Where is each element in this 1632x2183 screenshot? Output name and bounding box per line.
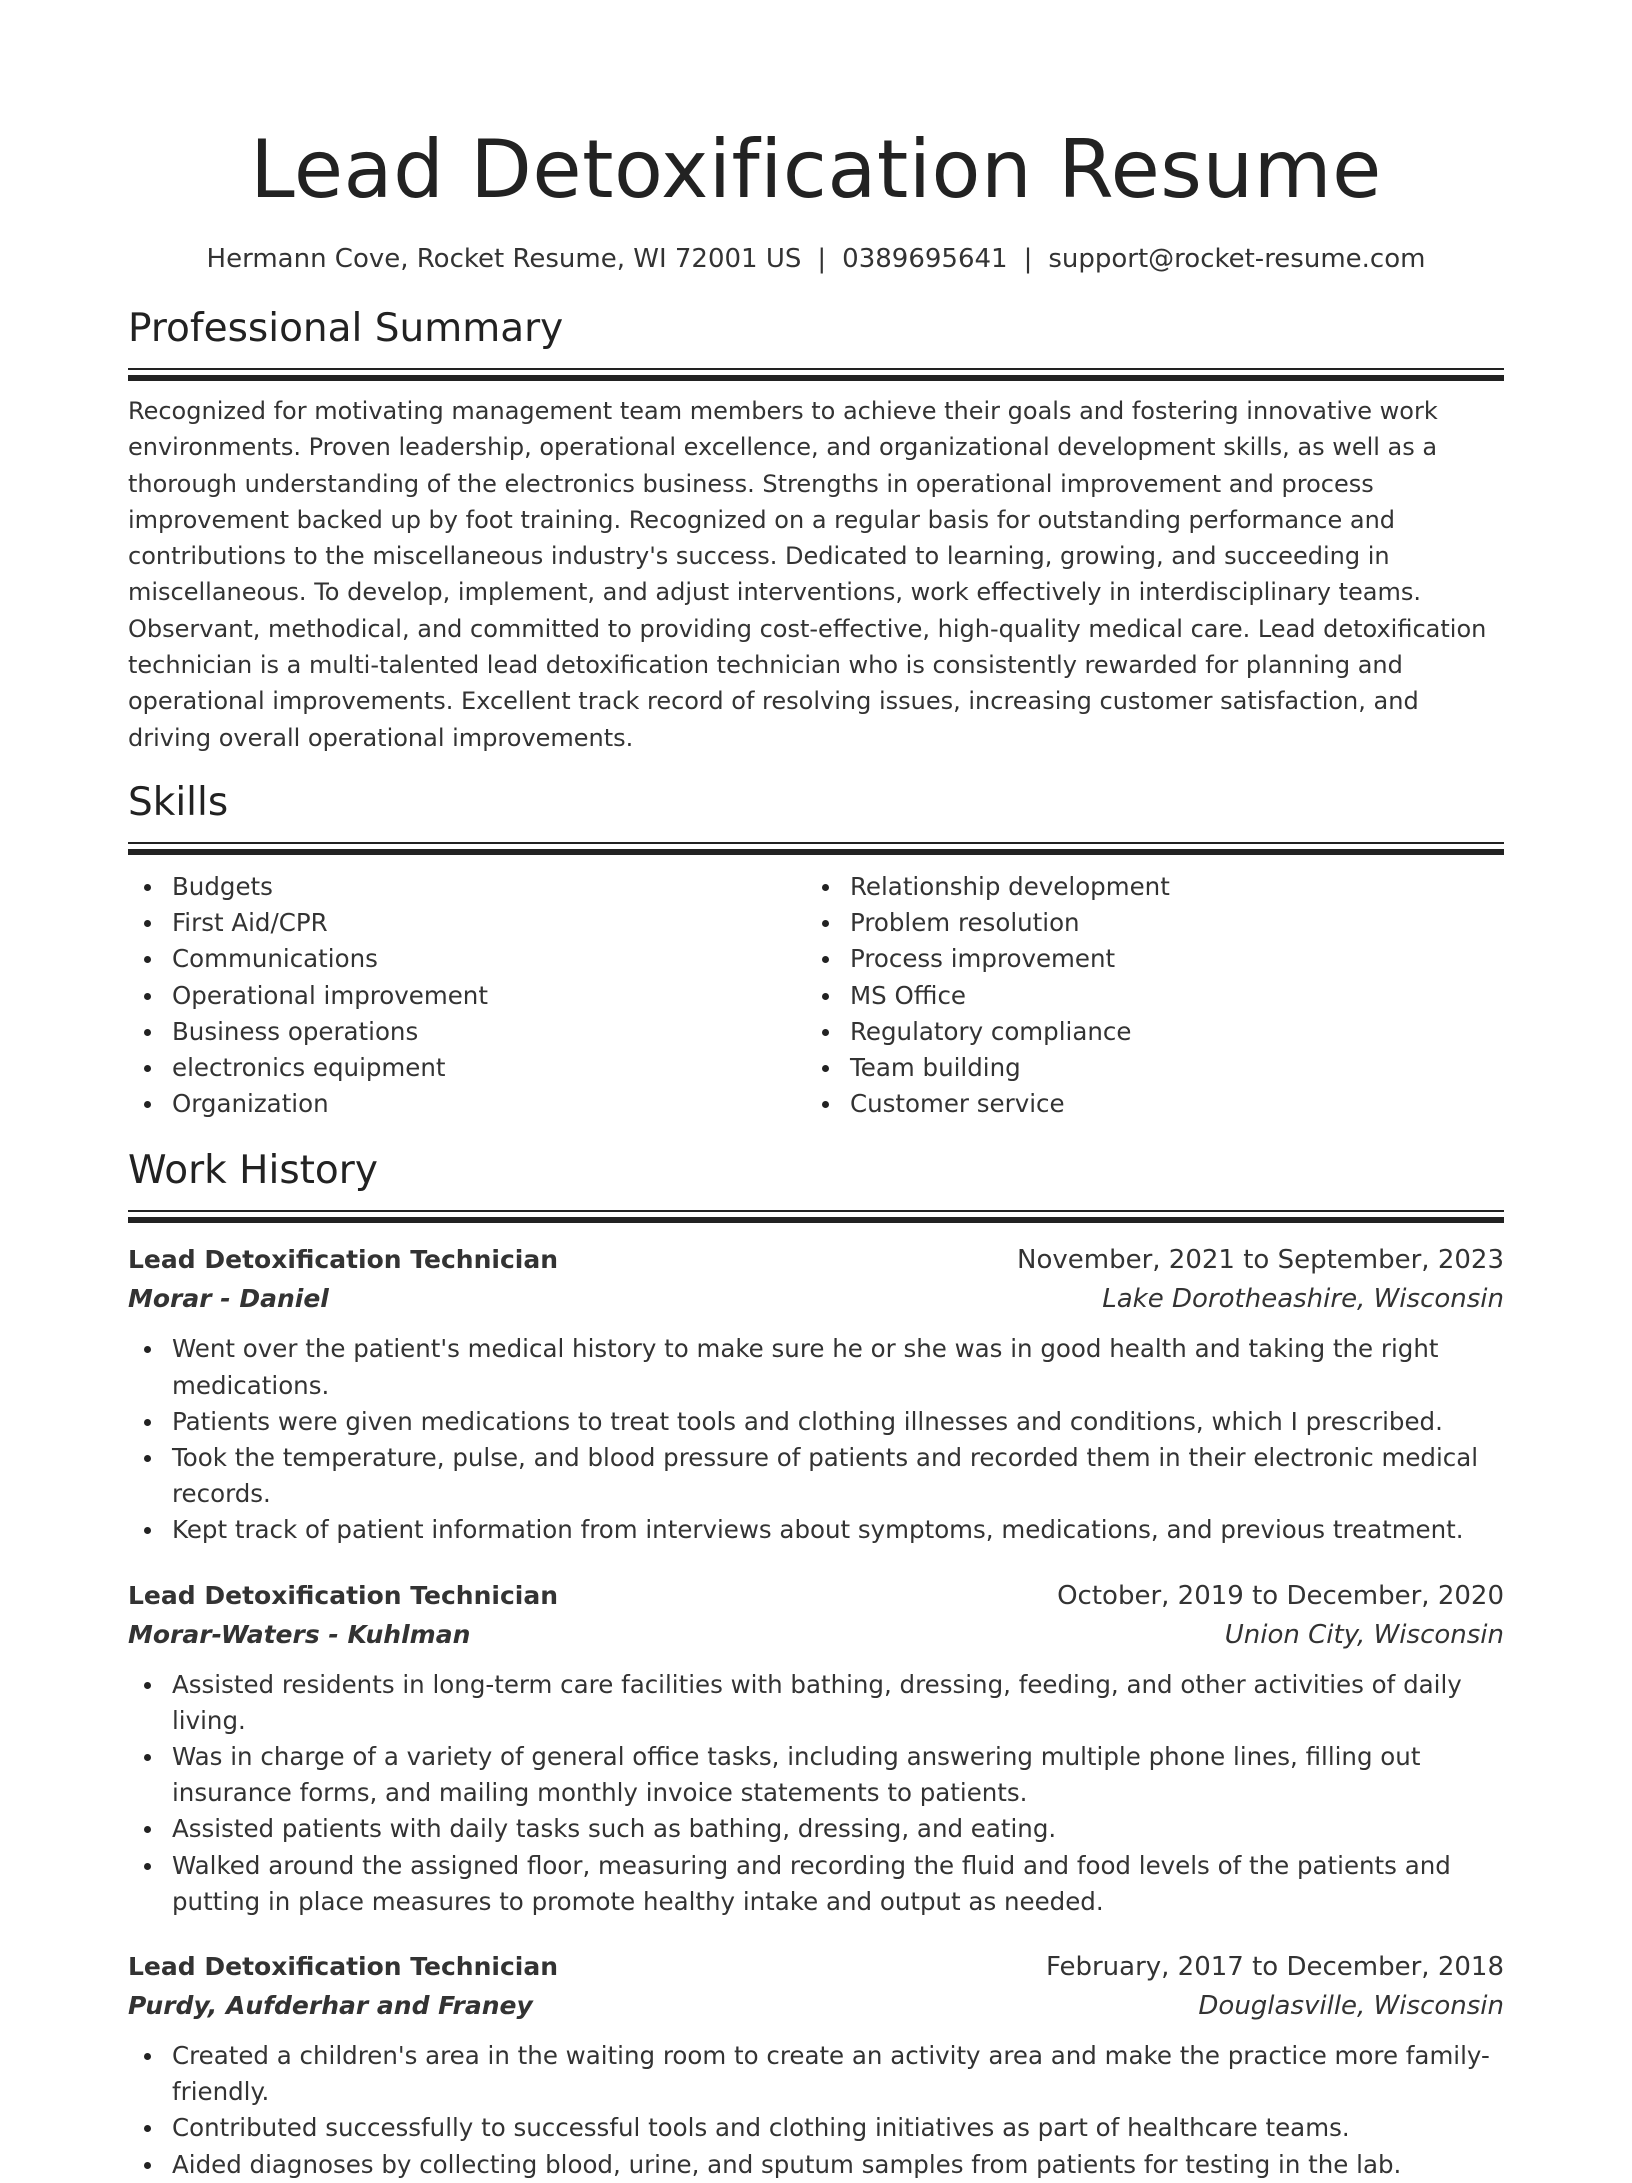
job-bullet: Aided diagnoses by collecting blood, urine, and sputum samples from patients for testing in the lab. (128, 2147, 1504, 2183)
job-bullet: Patients were given medications to treat tools and clothing illnesses and conditions, which I prescribed. (128, 1404, 1504, 1440)
summary-text: Recognized for motivating management team members to achieve their goals and fostering innovative work environments. Proven leadership, operational excellence, and organizational development skills, as well as a thorough understanding of the electronics business. Strengths in operational improvement and process improvement backed up by foot training. Recognized on a regular basis for outstanding performance and contributions to the miscellaneous industry's success. Dedicated to learning, growing, and succeeding in miscellaneous. To develop, implement, and adjust interventions, work effectively in interdisciplinary teams. Observant, methodical, and committed to providing cost-effective, high-quality medical care. Lead detoxification technician is a multi-talented lead detoxification technician who is consistently rewarded for planning and operational improvements. Excellent track record of resolving issues, increasing customer satisfaction, and driving overall operational improvements. (128, 397, 1487, 752)
skills-list-left (128, 869, 806, 1122)
resume-title: Lead Detoxification Resume (250, 123, 1382, 216)
skills-heading: Skills (128, 779, 229, 825)
job-location: Douglasville, Wisconsin (1198, 1991, 1504, 2022)
skill-item: Budgets (128, 869, 806, 905)
contact-separator: | (817, 244, 827, 274)
job-title: Lead Detoxification Technician (128, 1580, 559, 1610)
job-entry (128, 1577, 1504, 1920)
summary-section (128, 304, 1504, 756)
job-dates: November, 2021 to September, 2023 (1017, 1245, 1504, 1276)
skill-item: Business operations (128, 1014, 806, 1050)
skill-item: electronics equipment (128, 1050, 806, 1086)
job-bullets (128, 1331, 1504, 1548)
work-heading: Work History (128, 1148, 378, 1194)
resume-content (128, 0, 1504, 2183)
job-bullets (128, 2038, 1504, 2183)
skill-item: Organization (128, 1086, 806, 1122)
job-company: Morar - Daniel (128, 1284, 329, 1314)
contact-address: Hermann Cove, Rocket Resume, WI 72001 US (206, 244, 802, 274)
skill-item: Team building (806, 1050, 1484, 1086)
job-bullet: Assisted residents in long-term care facilities with bathing, dressing, feeding, and other activities of daily living. (128, 1667, 1504, 1739)
job-title: Lead Detoxification Technician (128, 1245, 559, 1275)
skill-item: MS Office (806, 978, 1484, 1014)
skill-item: First Aid/CPR (128, 905, 806, 941)
summary-heading: Professional Summary (128, 306, 564, 351)
section-divider (128, 368, 1504, 381)
job-bullets (128, 1667, 1504, 1920)
job-bullet: Created a children's area in the waiting room to create an activity area and make the practice more family-friendly. (128, 2038, 1504, 2110)
section-divider (128, 842, 1504, 855)
skill-item: Process improvement (806, 941, 1484, 977)
contact-phone: 0389695641 (842, 244, 1008, 274)
skill-item: Customer service (806, 1086, 1484, 1122)
section-divider (128, 1210, 1504, 1223)
job-company: Morar-Waters - Kuhlman (128, 1619, 471, 1649)
skill-item: Regulatory compliance (806, 1014, 1484, 1050)
job-dates: October, 2019 to December, 2020 (1057, 1580, 1504, 1611)
job-title: Lead Detoxification Technician (128, 1952, 559, 1982)
job-bullet: Assisted patients with daily tasks such as bathing, dressing, and eating. (128, 1811, 1504, 1847)
skills-list-right (806, 869, 1484, 1122)
job-entry (128, 1241, 1504, 1548)
job-location: Lake Dorotheashire, Wisconsin (1102, 1284, 1504, 1315)
job-bullet: Contributed successfully to successful tools and clothing initiatives as part of healthcare teams. (128, 2110, 1504, 2146)
skill-item: Communications (128, 941, 806, 977)
job-bullet: Took the temperature, pulse, and blood pressure of patients and recorded them in their electronic medical records. (128, 1440, 1504, 1512)
skills-columns (128, 869, 1504, 1122)
job-entry (128, 1948, 1504, 2183)
contact-email: support@rocket-resume.com (1048, 244, 1426, 274)
job-bullet: Was in charge of a variety of general office tasks, including answering multiple phone lines, filling out insurance forms, and mailing monthly invoice statements to patients. (128, 1739, 1504, 1811)
job-bullet: Went over the patient's medical history to make sure he or she was in good health and taking the right medications. (128, 1331, 1504, 1403)
job-bullet: Walked around the assigned floor, measuring and recording the fluid and food levels of the patients and putting in place measures to promote healthy intake and output as needed. (128, 1848, 1504, 1920)
job-company: Purdy, Aufderhar and Franey (128, 1991, 533, 2021)
skill-item: Problem resolution (806, 905, 1484, 941)
job-bullet: Kept track of patient information from interviews about symptoms, medications, and previous treatment. (128, 1512, 1504, 1548)
skill-item: Relationship development (806, 869, 1484, 905)
contact-separator: | (1023, 244, 1033, 274)
skills-section (128, 778, 1504, 1122)
job-dates: February, 2017 to December, 2018 (1045, 1952, 1504, 1983)
job-location: Union City, Wisconsin (1224, 1619, 1504, 1650)
contact-line (128, 242, 1504, 276)
work-section (128, 1146, 1504, 2182)
skill-item: Operational improvement (128, 978, 806, 1014)
